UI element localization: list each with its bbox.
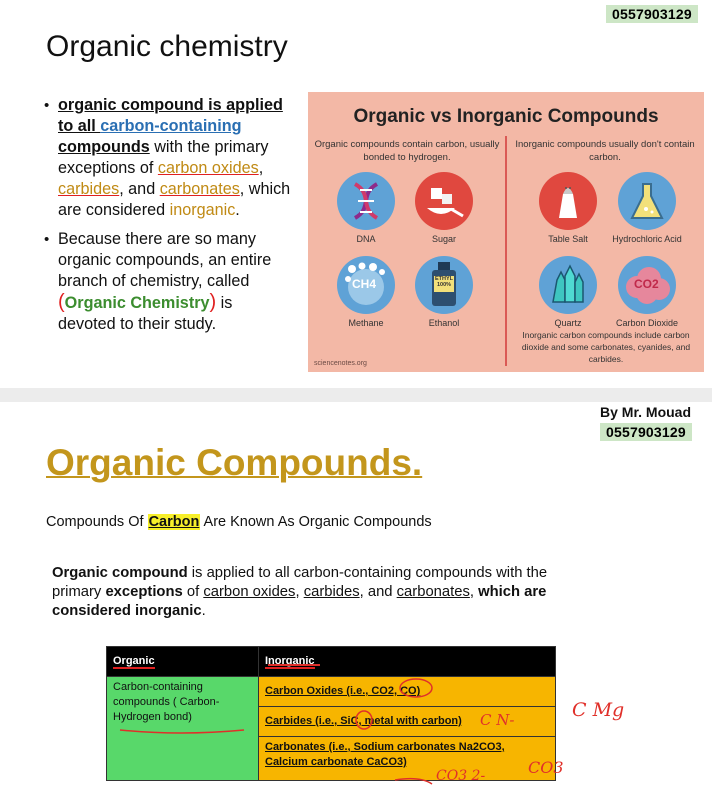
sugar-label: Sugar [431,234,457,244]
carbonates-term: carbonates [396,584,470,600]
handwritten-cn: C N- [480,711,515,729]
slide-title: Organic chemistry [46,30,288,63]
sugar-icon [415,172,473,230]
source-credit: sciencenotes.org [314,360,367,367]
methane-label: Methane [348,318,384,328]
handwritten-paren-open: ( [58,291,65,313]
carbon-containing-text: carbon-containing [100,117,242,135]
bullet-organic-chemistry [44,229,294,335]
para-text: , [295,584,304,600]
slide-organic-chemistry [0,0,712,388]
para-text: is applied to all carbon-containing compounds with the primary [52,565,548,600]
cell-text: Carbonates (i.e., Sodium carbonates Na2CO3, Calcium carbonate CaCO3) [265,741,505,768]
salt-shaker-icon [539,172,597,230]
inorganic-subtitle: Inorganic compounds usually don't contain carbon. [515,139,695,163]
flask-icon [618,172,676,230]
ch4-text: CH4 [352,277,377,291]
slide-separator [0,388,712,402]
inorganic-phrase: which are considered inorganic [52,584,547,619]
para-text: , [469,584,479,600]
phone-number-tag: 0557903129 [606,5,698,23]
handwritten-paren-close: ) [209,291,217,313]
comma: , [258,159,264,177]
organic-compound-term: Organic compound [52,565,188,581]
subtitle-text: Are Known As Organic Compounds [200,514,432,530]
hcl-label: Hydrochloric Acid [612,234,682,244]
infographic-title: Organic vs Inorganic Compounds [353,106,659,127]
bullet-text: Because there are so many organic compounds, an entire branch of chemistry, called [58,230,272,290]
slide-subtitle [46,514,432,530]
salt-label: Table Salt [548,234,588,244]
slide-organic-compounds [0,402,712,800]
para-text: . [201,603,206,619]
carbon-oxides-text: carbon oxides [157,159,259,177]
considered-text: , which are considered [58,180,291,219]
dna-label: DNA [356,234,376,244]
inorganic-text: inorganic [169,201,236,219]
handwritten-cmg: C Mg [572,699,625,721]
devoted-text: is devoted to their study. [58,294,233,333]
subtitle-text: Compounds Of [46,514,148,530]
bullet-list [44,95,294,343]
para-text: of [182,584,204,600]
cell-text: Carbides (i.e., SiC, metal with carbon) [265,715,462,727]
carbonates-text: carbonates [159,180,240,198]
author-credit: By Mr. Mouad [600,404,692,420]
organic-chemistry-text: Organic Chemistry [64,294,210,312]
handwritten-co3-charge: CO3 2- [436,768,486,784]
header-label: Organic [113,655,155,667]
infographic-divider [505,136,507,366]
handwritten-co3: CO3 [528,758,564,777]
cell-text: Carbon Oxides (i.e., CO2, CO) [265,685,421,697]
slide-title: Organic Compounds. [46,442,423,483]
carbides-text: carbides [58,180,120,198]
organic-cell: Carbon-containing compounds ( Carbon-Hydrogen bond) [107,677,259,781]
ethyl-label-text: ETHYL 100% [434,276,454,288]
co2-label: Carbon Dioxide [615,318,679,328]
and-text: , and [119,180,160,198]
organic-subtitle: Organic compounds contain carbon, usually bonded to hydrogen. [314,139,500,163]
header-inorganic [259,647,556,677]
bullet-organic-compound [44,95,294,221]
header-label: Inorganic [265,655,315,667]
co2-text: CO2 [634,277,659,291]
table-header-row [107,647,556,677]
header-organic [107,647,259,677]
definition-paragraph [52,564,552,621]
quartz-label: Quartz [554,318,582,328]
para-text: , and [359,584,397,600]
carbides-term: carbides [303,584,360,600]
carbon-highlight: Carbon [148,514,200,530]
phone-number-tag: 0557903129 [600,423,692,441]
ethanol-label: Ethanol [428,318,460,328]
bullet-text-bold: organic compound is applied to all [58,96,283,135]
period: . [235,201,240,219]
compounds-text: compounds [58,138,150,156]
exceptions-term: exceptions [105,584,183,600]
organic-vs-inorganic-infographic [308,92,704,372]
table-row [107,677,556,707]
bullet-text: with the primary exceptions of [58,138,269,177]
inorganic-carbon-note: Inorganic carbon compounds include carbon dioxide and some carbonates, cyanides, and carbides. [521,330,691,364]
carbonates-cell [259,737,556,781]
carbon-oxides-cell [259,677,556,707]
quartz-crystal-icon [539,256,597,314]
dna-icon [337,172,395,230]
carbon-oxides-term: carbon oxides [203,584,296,600]
